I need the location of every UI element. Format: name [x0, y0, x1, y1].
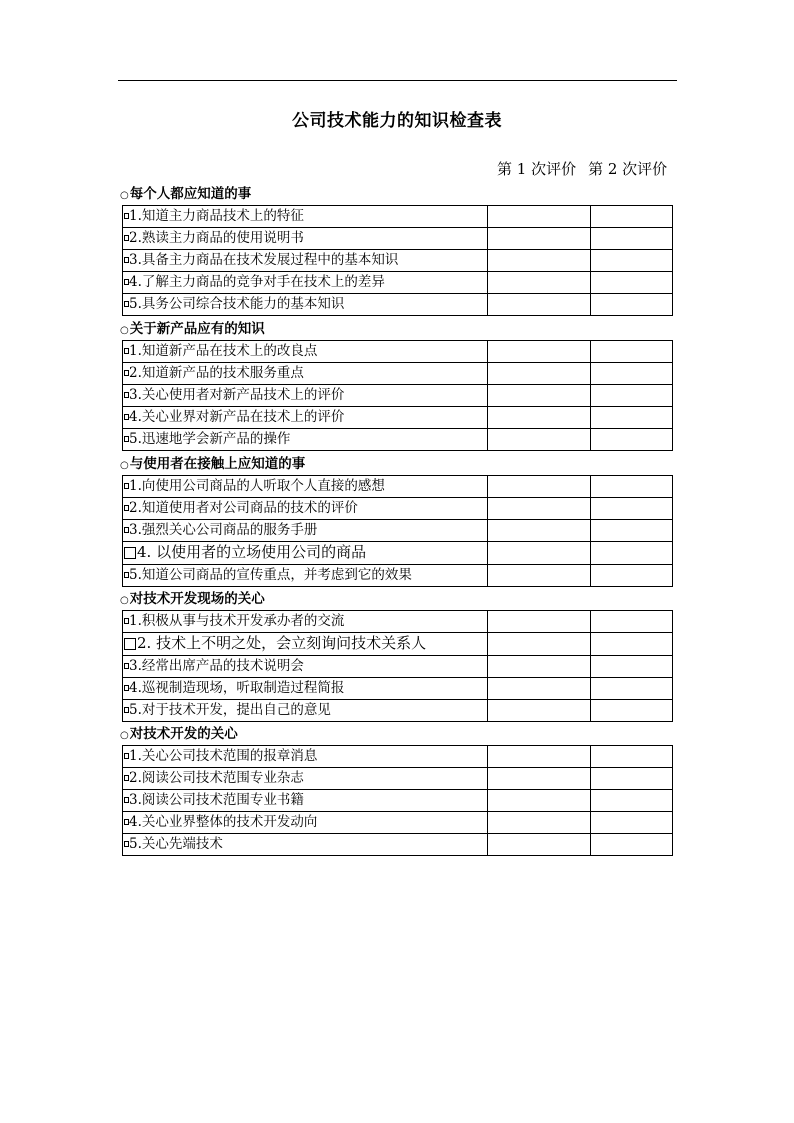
item-cell [123, 542, 488, 565]
eval2-cell[interactable] [591, 678, 673, 700]
item-text: 3.具备主力商品在技术发展过程中的基本知识 [129, 252, 399, 268]
eval2-cell[interactable] [591, 790, 673, 812]
table-row [123, 272, 673, 294]
bullet-circle-icon: ○ [120, 730, 129, 741]
eval1-cell[interactable] [488, 656, 591, 678]
eval1-cell[interactable] [488, 294, 591, 316]
section-heading-text: 与使用者在接触上应知道的事 [129, 456, 306, 472]
table-row [123, 611, 673, 633]
item-cell [123, 228, 488, 250]
eval2-cell[interactable] [591, 656, 673, 678]
section-3 [120, 453, 673, 587]
eval1-cell[interactable] [488, 678, 591, 700]
table-row [123, 700, 673, 722]
eval2-cell[interactable] [591, 746, 673, 768]
item-text: 1.知道主力商品技术上的特征 [129, 208, 304, 224]
eval2-cell[interactable] [591, 812, 673, 834]
eval1-cell[interactable] [488, 407, 591, 429]
item-cell [123, 385, 488, 407]
eval2-cell[interactable] [591, 250, 673, 272]
item-text: 3.强烈关心公司商品的服务手册 [129, 522, 318, 538]
item-cell [123, 700, 488, 722]
checkbox-icon[interactable] [124, 638, 136, 650]
item-cell [123, 429, 488, 451]
eval1-cell[interactable] [488, 700, 591, 722]
item-cell [123, 746, 488, 768]
item-cell [123, 812, 488, 834]
checklist-table [122, 475, 673, 587]
checklist-table [122, 340, 673, 451]
bullet-circle-icon: ○ [120, 325, 129, 336]
item-text: 4.关心业界对新产品在技术上的评价 [129, 409, 345, 425]
eval1-cell[interactable] [488, 834, 591, 856]
item-text: 3.经常出席产品的技术说明会 [129, 658, 304, 674]
table-row [123, 407, 673, 429]
item-text: 4. 以使用者的立场使用公司的商品 [137, 543, 367, 561]
table-row [123, 834, 673, 856]
table-row [123, 565, 673, 587]
eval1-cell[interactable] [488, 250, 591, 272]
table-row [123, 341, 673, 363]
table-row [123, 656, 673, 678]
item-text: 2.熟读主力商品的使用说明书 [129, 230, 304, 246]
item-text: 3.关心使用者对新产品技术上的评价 [129, 387, 345, 403]
eval2-cell[interactable] [591, 272, 673, 294]
item-cell [123, 272, 488, 294]
item-cell [123, 341, 488, 363]
eval2-cell[interactable] [591, 520, 673, 542]
table-row [123, 520, 673, 542]
item-text: 5.关心先端技术 [129, 836, 223, 852]
section-heading [120, 318, 673, 340]
checkbox-icon[interactable] [124, 547, 136, 559]
table-row [123, 476, 673, 498]
eval1-cell[interactable] [488, 228, 591, 250]
table-row [123, 363, 673, 385]
section-heading [120, 183, 673, 205]
table-row [123, 385, 673, 407]
eval2-cell[interactable] [591, 341, 673, 363]
eval2-cell[interactable] [591, 565, 673, 587]
eval1-cell[interactable] [488, 206, 591, 228]
section-4 [120, 588, 673, 722]
item-text: 4.了解主力商品的竞争对手在技术上的差异 [129, 274, 385, 290]
eval2-cell[interactable] [591, 611, 673, 633]
eval1-label: 第 1 次评价 [497, 160, 577, 178]
eval1-cell[interactable] [488, 768, 591, 790]
eval1-cell[interactable] [488, 633, 591, 656]
item-cell [123, 250, 488, 272]
section-heading-text: 每个人都应知道的事 [129, 186, 252, 202]
bullet-circle-icon: ○ [120, 460, 129, 471]
eval1-cell[interactable] [488, 812, 591, 834]
checklist-table [122, 745, 673, 856]
checklist-table [122, 610, 673, 722]
eval1-cell[interactable] [488, 520, 591, 542]
item-text: 2.阅读公司技术范围专业杂志 [129, 770, 304, 786]
item-text: 1.积极从事与技术开发承办者的交流 [129, 613, 345, 629]
item-cell [123, 834, 488, 856]
eval2-cell[interactable] [591, 542, 673, 565]
table-row [123, 429, 673, 451]
table-row [123, 294, 673, 316]
eval1-cell[interactable] [488, 542, 591, 565]
item-text: 4.关心业界整体的技术开发动向 [129, 814, 318, 830]
section-heading [120, 723, 673, 745]
eval1-cell[interactable] [488, 611, 591, 633]
eval2-cell[interactable] [591, 633, 673, 656]
table-row [123, 746, 673, 768]
item-cell [123, 206, 488, 228]
eval2-cell[interactable] [591, 385, 673, 407]
item-text: 1.关心公司技术范围的报章消息 [129, 748, 318, 764]
item-text: 1.向使用公司商品的人听取个人直接的感想 [129, 478, 385, 494]
eval2-label: 第 2 次评价 [588, 160, 668, 178]
table-row [123, 206, 673, 228]
item-text: 5.知道公司商品的宣传重点，并考虑到它的效果 [129, 567, 412, 583]
item-cell [123, 678, 488, 700]
item-text: 5.具务公司综合技术能力的基本知识 [129, 296, 345, 312]
eval2-cell[interactable] [591, 206, 673, 228]
item-cell [123, 790, 488, 812]
item-text: 4.巡视制造现场，听取制造过程简报 [129, 680, 345, 696]
item-cell [123, 363, 488, 385]
table-row [123, 250, 673, 272]
item-text: 1.知道新产品在技术上的改良点 [129, 343, 318, 359]
item-text: 5.迅速地学会新产品的操作 [129, 431, 291, 447]
section-5 [120, 723, 673, 856]
eval1-cell[interactable] [488, 363, 591, 385]
eval2-cell[interactable] [591, 407, 673, 429]
table-row [123, 498, 673, 520]
item-text: 2.知道使用者对公司商品的技术的评价 [129, 500, 358, 516]
table-row [123, 812, 673, 834]
section-heading-text: 关于新产品应有的知识 [129, 321, 265, 337]
eval1-cell[interactable] [488, 429, 591, 451]
eval2-cell[interactable] [591, 228, 673, 250]
evaluation-header [497, 158, 667, 179]
eval2-cell[interactable] [591, 700, 673, 722]
item-cell [123, 476, 488, 498]
eval1-cell[interactable] [488, 790, 591, 812]
table-row [123, 633, 673, 656]
eval2-cell[interactable] [591, 294, 673, 316]
eval1-cell[interactable] [488, 746, 591, 768]
eval1-cell[interactable] [488, 476, 591, 498]
item-cell [123, 656, 488, 678]
eval1-cell[interactable] [488, 565, 591, 587]
item-cell [123, 611, 488, 633]
item-text: 3.阅读公司技术范围专业书籍 [129, 792, 304, 808]
eval1-cell[interactable] [488, 272, 591, 294]
eval2-cell[interactable] [591, 834, 673, 856]
item-cell [123, 633, 488, 656]
eval1-cell[interactable] [488, 498, 591, 520]
item-cell [123, 520, 488, 542]
table-row [123, 542, 673, 565]
section-2 [120, 318, 673, 451]
section-heading [120, 588, 673, 610]
bullet-circle-icon: ○ [120, 595, 129, 606]
item-cell [123, 565, 488, 587]
item-text: 2.知道新产品的技术服务重点 [129, 365, 304, 381]
item-text: 2. 技术上不明之处，会立刻询问技术关系人 [137, 634, 427, 652]
eval2-cell[interactable] [591, 429, 673, 451]
item-text: 5.对于技术开发，提出自己的意见 [129, 702, 331, 718]
eval2-cell[interactable] [591, 498, 673, 520]
item-cell [123, 407, 488, 429]
eval1-cell[interactable] [488, 385, 591, 407]
eval2-cell[interactable] [591, 363, 673, 385]
table-row [123, 228, 673, 250]
table-row [123, 768, 673, 790]
section-1 [120, 183, 673, 316]
checklist-table [122, 205, 673, 316]
bullet-circle-icon: ○ [120, 190, 129, 201]
item-cell [123, 498, 488, 520]
page-title: 公司技术能力的知识检查表 [292, 111, 502, 131]
eval2-cell[interactable] [591, 768, 673, 790]
section-heading-text: 对技术开发现场的关心 [129, 591, 265, 607]
section-heading [120, 453, 673, 475]
top-rule [118, 80, 677, 81]
item-cell [123, 768, 488, 790]
table-row [123, 678, 673, 700]
section-heading-text: 对技术开发的关心 [129, 726, 238, 742]
item-cell [123, 294, 488, 316]
eval2-cell[interactable] [591, 476, 673, 498]
table-row [123, 790, 673, 812]
eval1-cell[interactable] [488, 341, 591, 363]
